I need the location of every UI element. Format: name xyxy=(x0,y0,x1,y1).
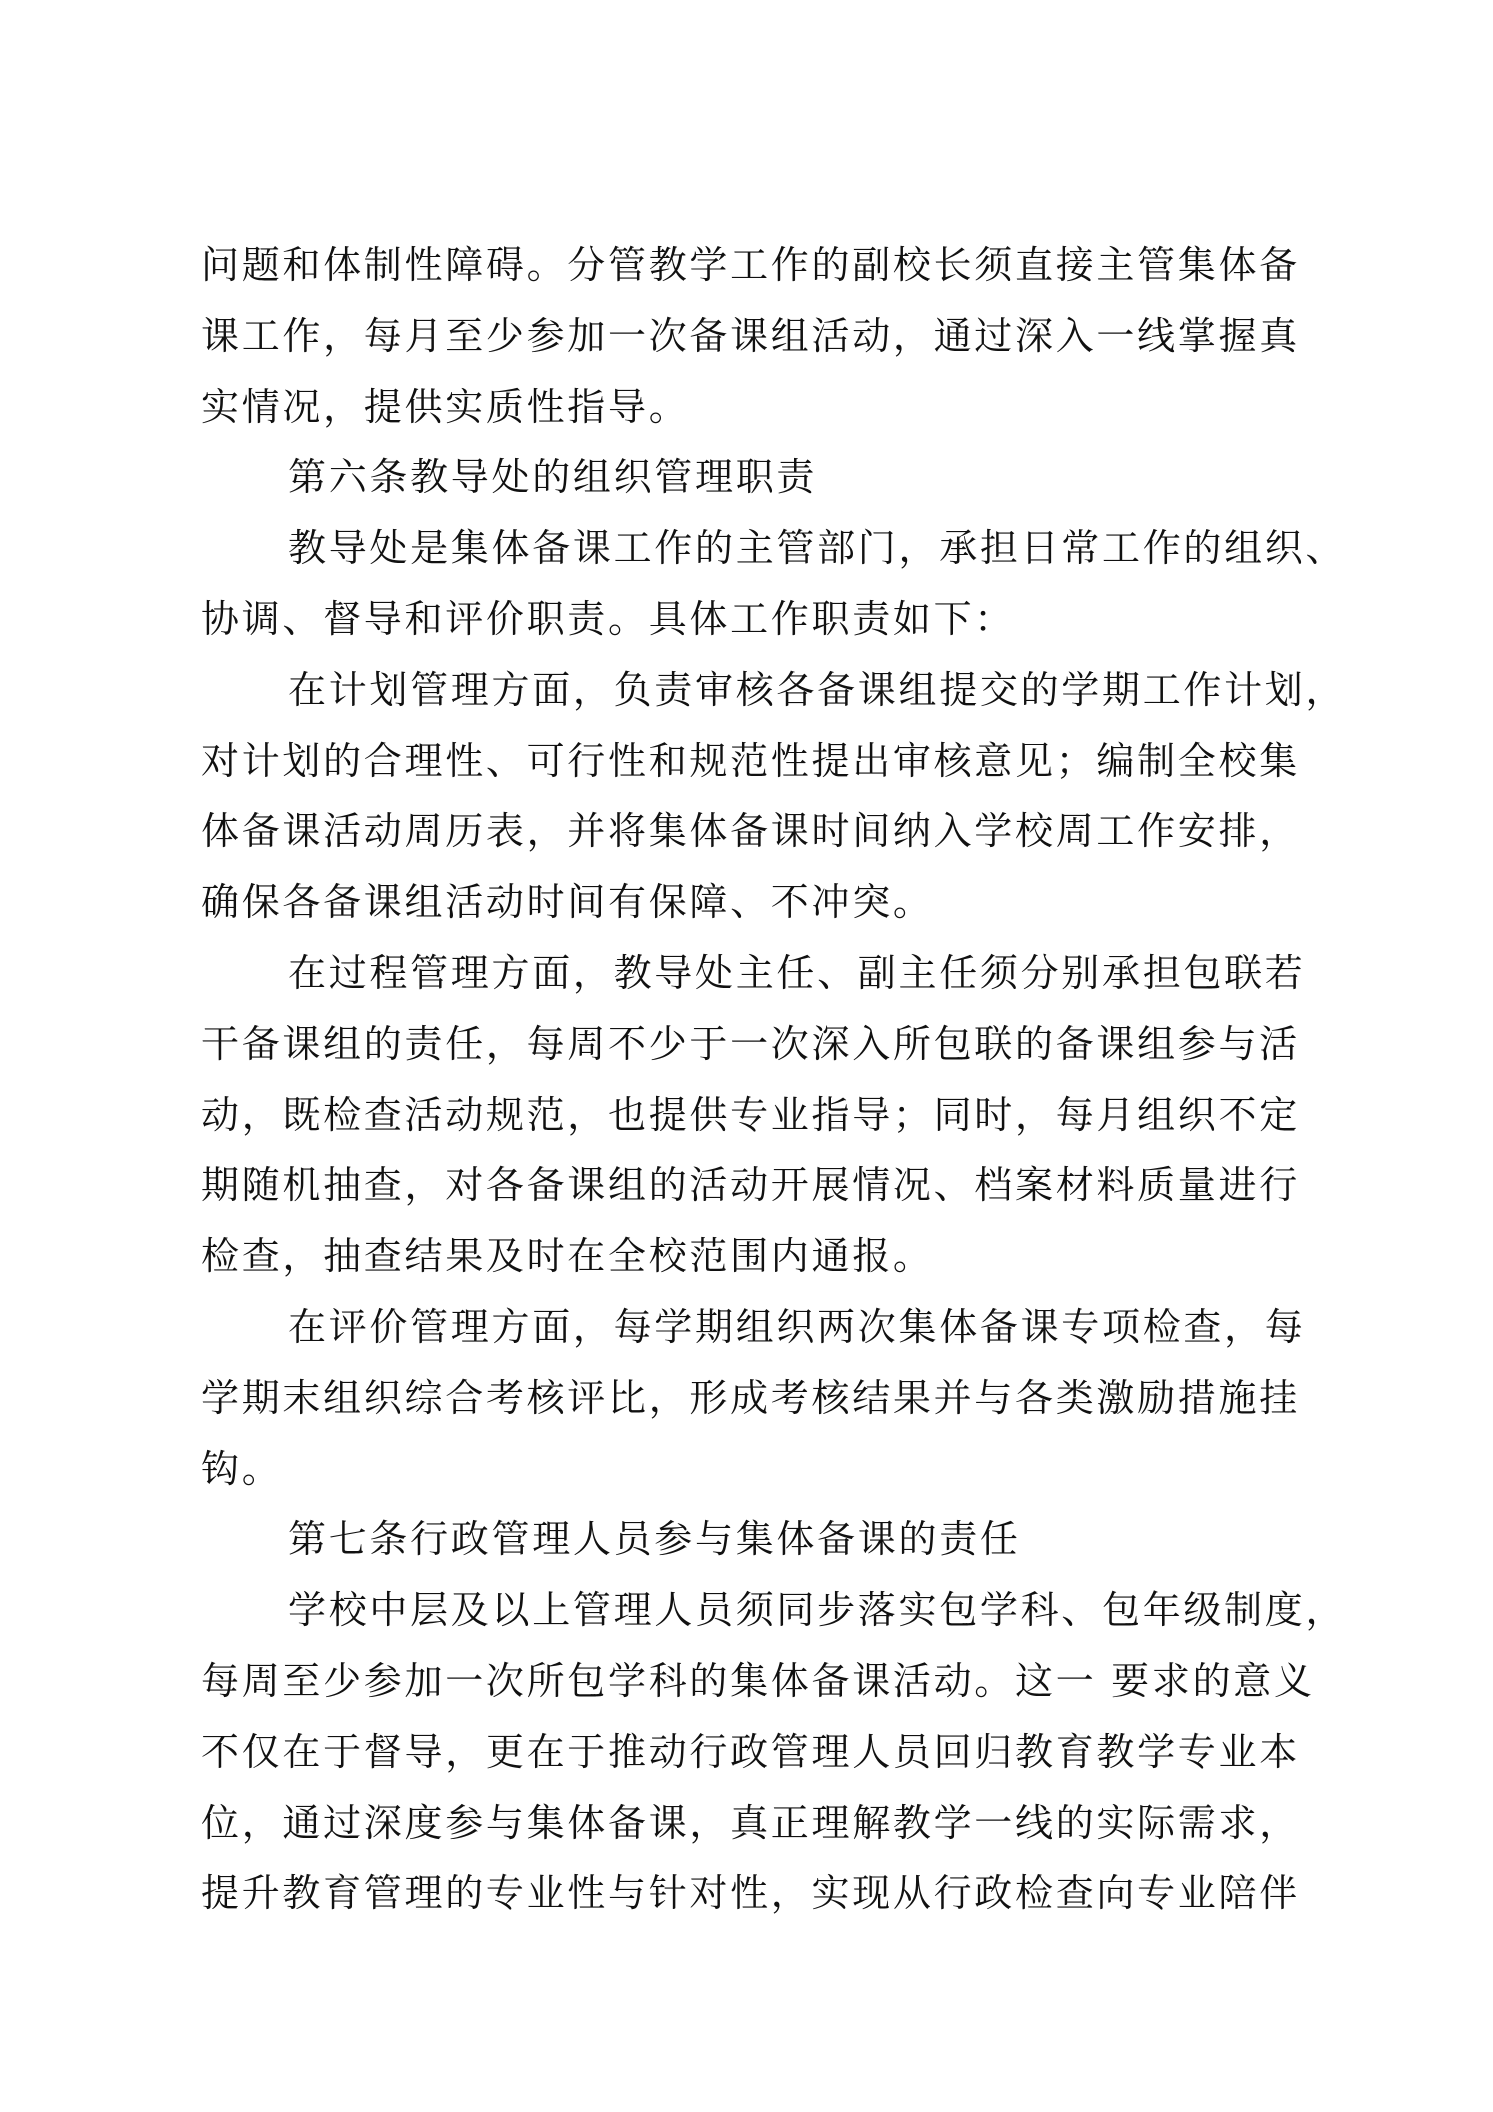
paragraph-first-line: 在计划管理方面，负责审核各备课组提交的学期工作计划， xyxy=(288,667,1347,712)
text-line: 学期末组织综合考核评比，形成考核结果并与各类激励措施挂 xyxy=(201,1375,1300,1420)
text-line: 每周至少参加一次所包学科的集体备课活动。这一 要求的意义 xyxy=(201,1659,1315,1703)
text-line: 钩。 xyxy=(201,1446,283,1491)
text-line: 位，通过深度参与集体备课，真正理解教学一线的实际需求， xyxy=(201,1800,1300,1845)
text-line: 期随机抽查，对各备课组的活动开展情况、档案材料质量进行 xyxy=(201,1163,1300,1208)
paragraph-first-line: 第六条教导处的组织管理职责 xyxy=(288,455,818,500)
text-line: 不仅在于督导，更在于推动行政管理人员回归教育教学专业本 xyxy=(201,1729,1300,1774)
text-line: 提升教育管理的专业性与针对性，实现从行政检查向专业陪伴 xyxy=(201,1871,1300,1916)
text-line: 干备课组的责任，每周不少于一次深入所包联的备课组参与活 xyxy=(201,1021,1300,1066)
text-line: 确保各备课组活动时间有保障、不冲突。 xyxy=(201,880,934,925)
text-line: 动，既检查活动规范，也提供专业指导；同时，每月组织不定 xyxy=(201,1092,1300,1137)
text-line: 实情况，提供实质性指导。 xyxy=(201,384,690,429)
paragraph-first-line: 第七条行政管理人员参与集体备课的责任 xyxy=(288,1517,1021,1562)
text-line: 问题和体制性障碍。分管教学工作的副校长须直接主管集体备 xyxy=(201,243,1300,287)
text-line: 协调、督导和评价职责。具体工作职责如下： xyxy=(201,597,1016,641)
text-line: 体备课活动周历表，并将集体备课时间纳入学校周工作安排， xyxy=(201,809,1300,854)
paragraph-first-line: 在评价管理方面，每学期组织两次集体备课专项检查，每 xyxy=(288,1305,1306,1349)
text-line: 课工作，每月至少参加一次备课组活动，通过深入一线掌握真 xyxy=(201,313,1300,358)
paragraph-first-line: 学校中层及以上管理人员须同步落实包学科、包年级制度， xyxy=(288,1588,1347,1633)
paragraph-first-line: 在过程管理方面，教导处主任、副主任须分别承担包联若 xyxy=(288,951,1306,995)
text-line: 对计划的合理性、可行性和规范性提出审核意见；编制全校集 xyxy=(201,738,1300,783)
text-line: 检查，抽查结果及时在全校范围内通报。 xyxy=(201,1234,934,1279)
paragraph-first-line: 教导处是集体备课工作的主管部门，承担日常工作的组织、 xyxy=(288,526,1347,571)
